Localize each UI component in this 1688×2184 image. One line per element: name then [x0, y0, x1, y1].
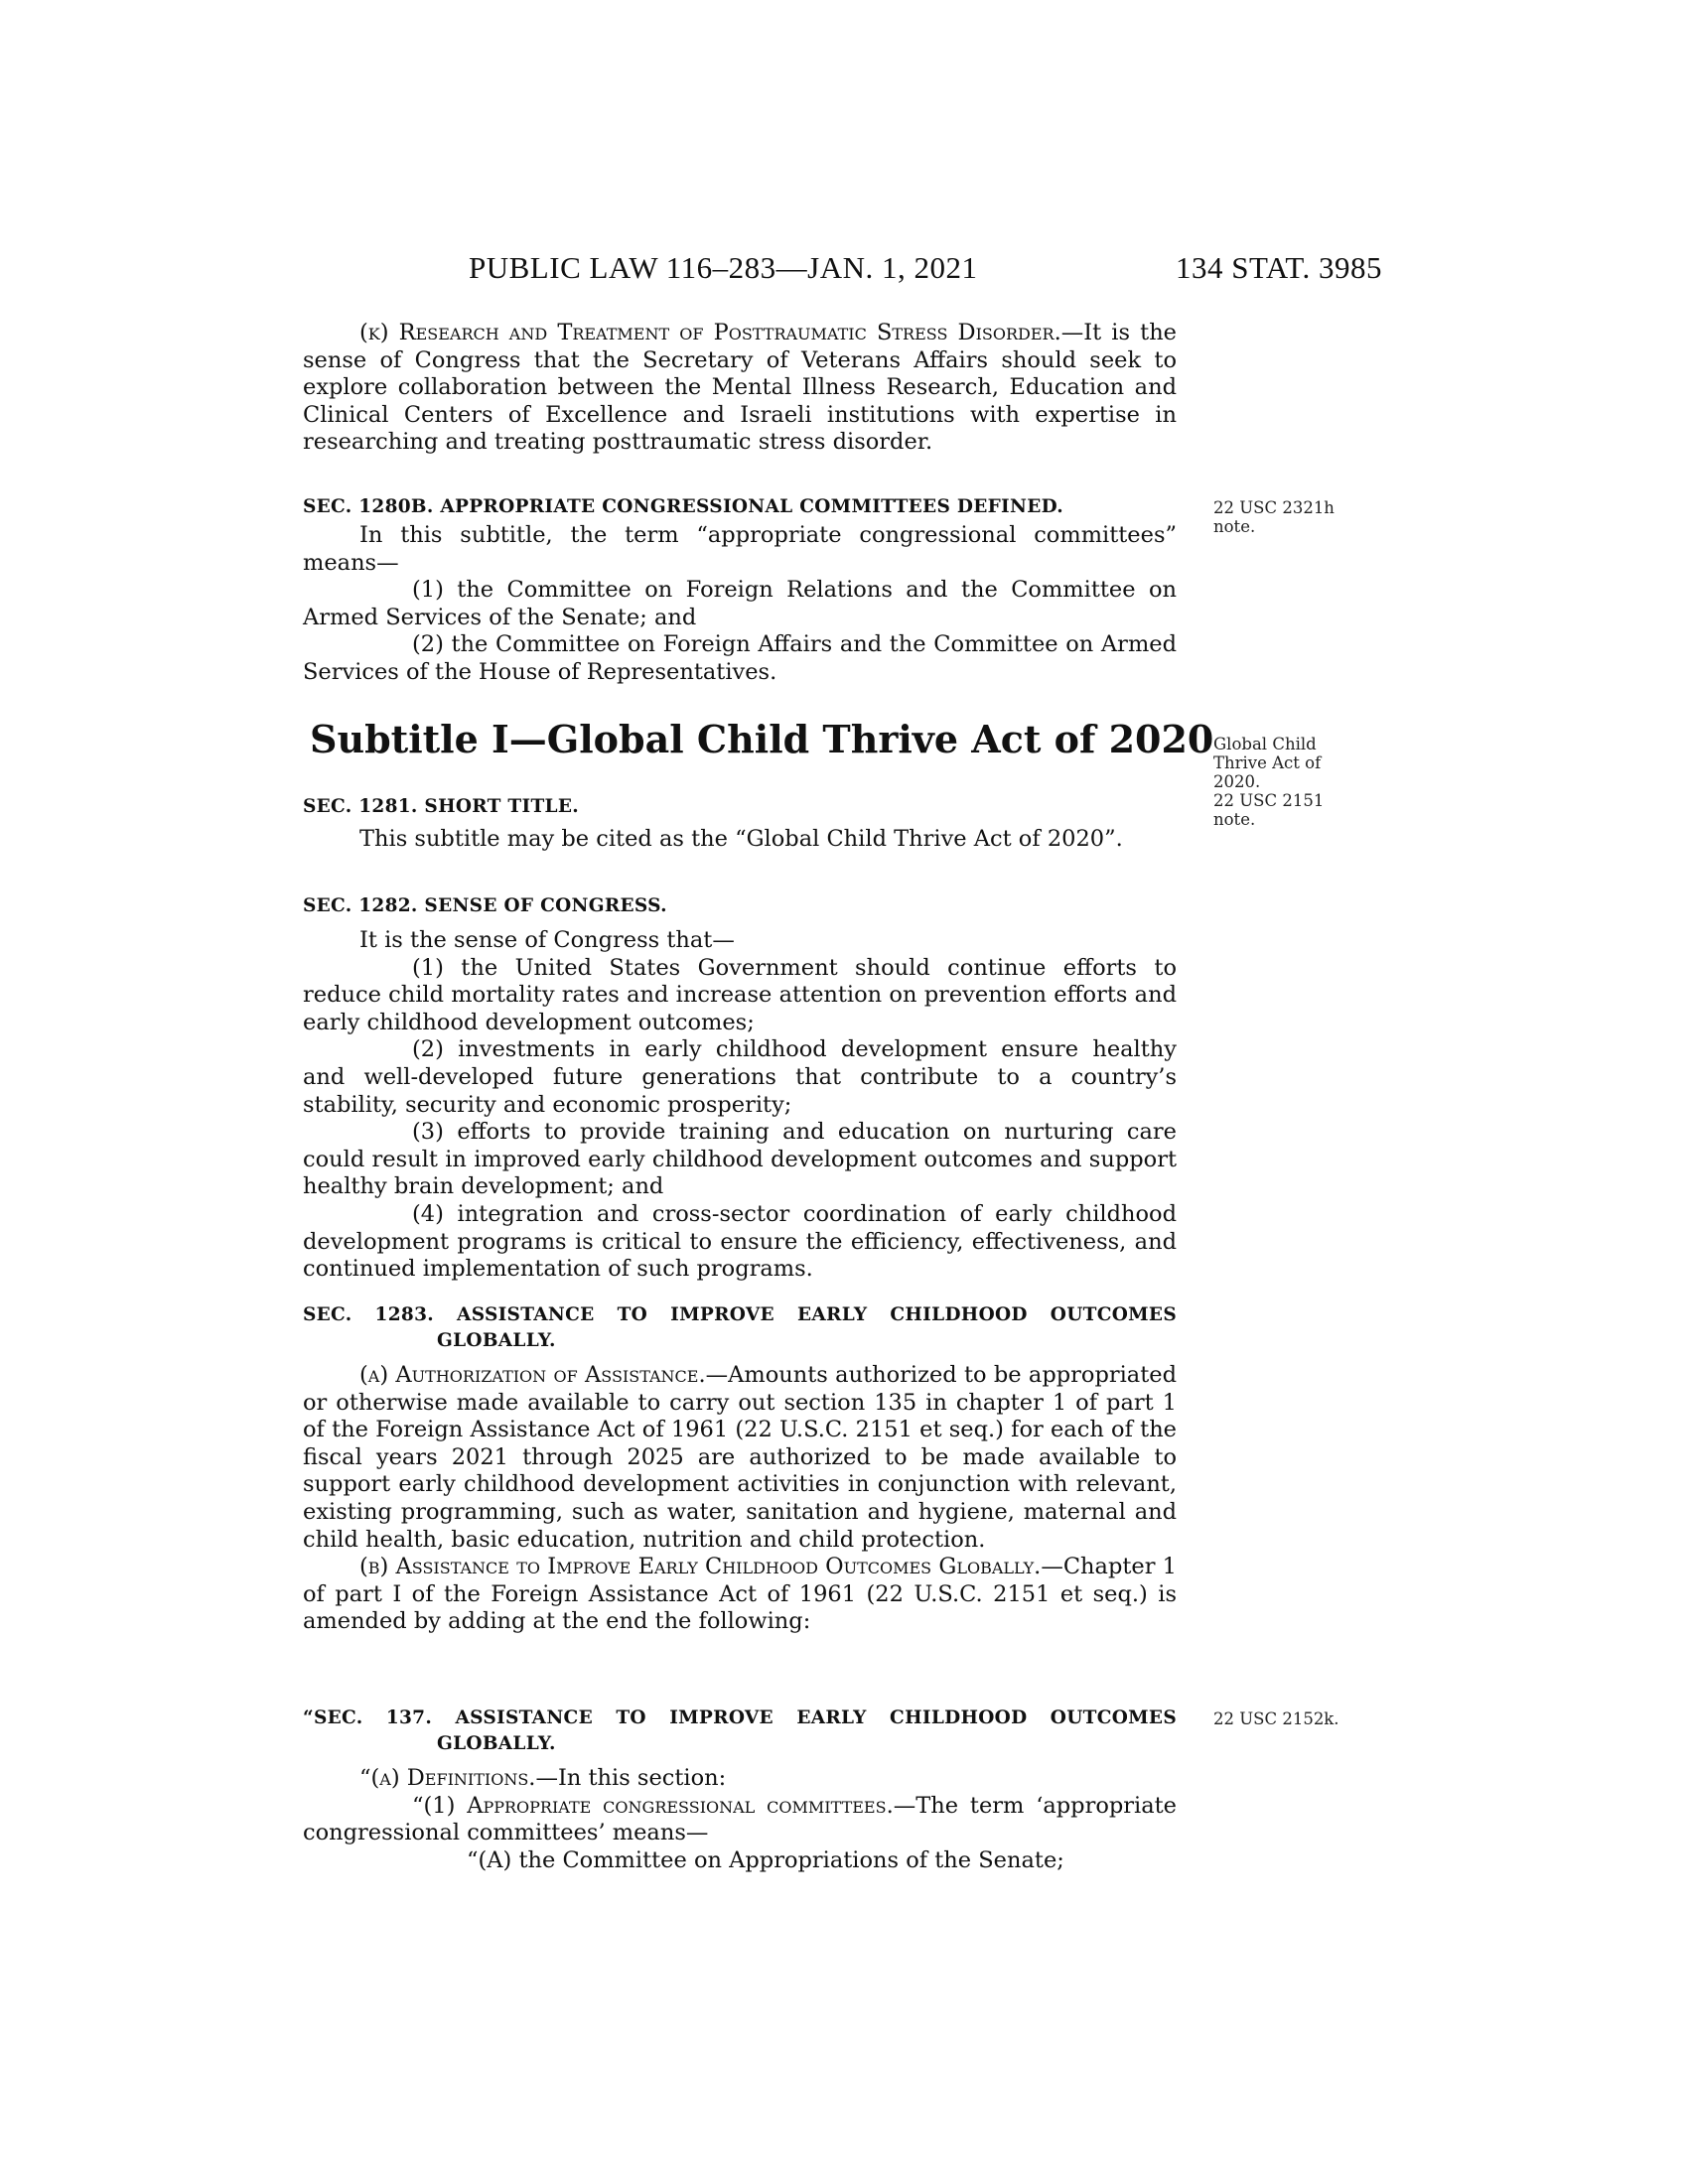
sec-1282-item-3: (3) efforts to provide training and education on nurturing care could result in improved early childhood development outcomes and support healthy brain development; and	[303, 1119, 1177, 1200]
page-header	[469, 250, 1382, 290]
section-k	[303, 320, 1177, 457]
section-k-heading: (k) Research and Treatment of Posttraumatic Stress Disorder.	[359, 320, 1061, 345]
sec-1283-subsection-b: (b) Assistance to Improve Early Childhood Outcomes Globally.—Chapter 1 of part I of the Foreign Assistance Act of 1961 (22 U.S.C. 2151 et seq.) is amended by adding at the end the following:	[303, 1554, 1177, 1635]
margin-note-usc-2321h: 22 USC 2321h note.	[1213, 498, 1335, 536]
sec-1281	[303, 794, 1177, 854]
sec-1283-heading: SEC. 1283. ASSISTANCE TO IMPROVE EARLY CHILDHOOD OUTCOMES GLOBALLY.	[303, 1304, 1177, 1351]
sec-1283-subsection-a: (a) Authorization of Assistance.—Amounts authorized to be appropriated or otherwise made available to carry out section 135 in chapter 1 of part 1 of the Foreign Assistance Act of 1961 (22 U.S.C. 2151 et seq.) for each of the fiscal years 2021 through 2025 are authorized to be made available to support early childhood development activities in conjunction with relevant, existing programming, such as water, sanitation and hygiene, maternal and child health, basic education, nutrition and child protection.	[303, 1362, 1177, 1553]
section-k-text: —It is the sense of Congress that the Secretary of Veterans Affairs should seek to explore collaboration between the Mental Illness Research, Education and Clinical Centers of Excellence and Israeli institutions with expertise in researching and treating posttraumatic stress disorder.	[303, 320, 1177, 456]
header-stat-number: 134 STAT. 3985	[1175, 250, 1382, 285]
sec-1282-item-4: (4) integration and cross-sector coordination of early childhood development programs is critical to ensure the efficiency, effectiveness, and continued implementation of such programs.	[303, 1200, 1177, 1283]
sec-137-subsection-a: “(a) Definitions.—In this section:	[359, 1765, 727, 1791]
sec-1280b-intro: In this subtitle, the term “appropriate congressional committees” means—	[303, 522, 1177, 576]
header-title: PUBLIC LAW 116–283—JAN. 1, 2021	[469, 250, 978, 285]
sec-1282	[303, 893, 1177, 1284]
sec-137-item-a: “(A) the Committee on Appropriations of the Senate;	[467, 1846, 1064, 1873]
subtitle-heading: Subtitle I—Global Child Thrive Act of 2020	[310, 717, 1214, 761]
sec-137	[303, 1706, 1177, 1874]
sec-1280b-item-1: (1) the Committee on Foreign Relations and the Committee on Armed Services of the Senate; and	[303, 577, 1177, 630]
sec-1282-item-1: (1) the United States Government should continue efforts to reduce child mortality rates and increase attention on prevention efforts and early childhood development outcomes;	[303, 954, 1177, 1035]
sec-1280b-item-2: (2) the Committee on Foreign Affairs and the Committee on Armed Services of the House of Representatives.	[303, 631, 1177, 685]
sec-1280b-heading: SEC. 1280B. APPROPRIATE CONGRESSIONAL COMMITTEES DEFINED.	[303, 496, 1064, 517]
sec-1282-heading: SEC. 1282. SENSE OF CONGRESS.	[303, 895, 667, 916]
sec-137-heading: “SEC. 137. ASSISTANCE TO IMPROVE EARLY CHILDHOOD OUTCOMES GLOBALLY.	[303, 1707, 1177, 1754]
sec-1281-heading: SEC. 1281. SHORT TITLE.	[303, 796, 579, 817]
margin-note-global-child-thrive: Global Child Thrive Act of 2020. 22 USC 2151 note.	[1213, 735, 1325, 829]
margin-note-usc-2152k: 22 USC 2152k.	[1213, 1709, 1339, 1728]
sec-1281-text: This subtitle may be cited as the “Global Child Thrive Act of 2020”.	[359, 826, 1123, 852]
sec-1280b	[303, 494, 1177, 687]
sec-137-item-1: “(1) Appropriate congressional committees.—The term ‘appropriate congressional committees’ means—	[303, 1792, 1178, 1846]
sec-1282-item-2: (2) investments in early childhood development ensure healthy and well-developed future generations that contribute to a country’s stability, security and economic prosperity;	[303, 1036, 1177, 1118]
sec-1283	[303, 1302, 1177, 1636]
sec-1282-intro: It is the sense of Congress that—	[359, 927, 735, 953]
